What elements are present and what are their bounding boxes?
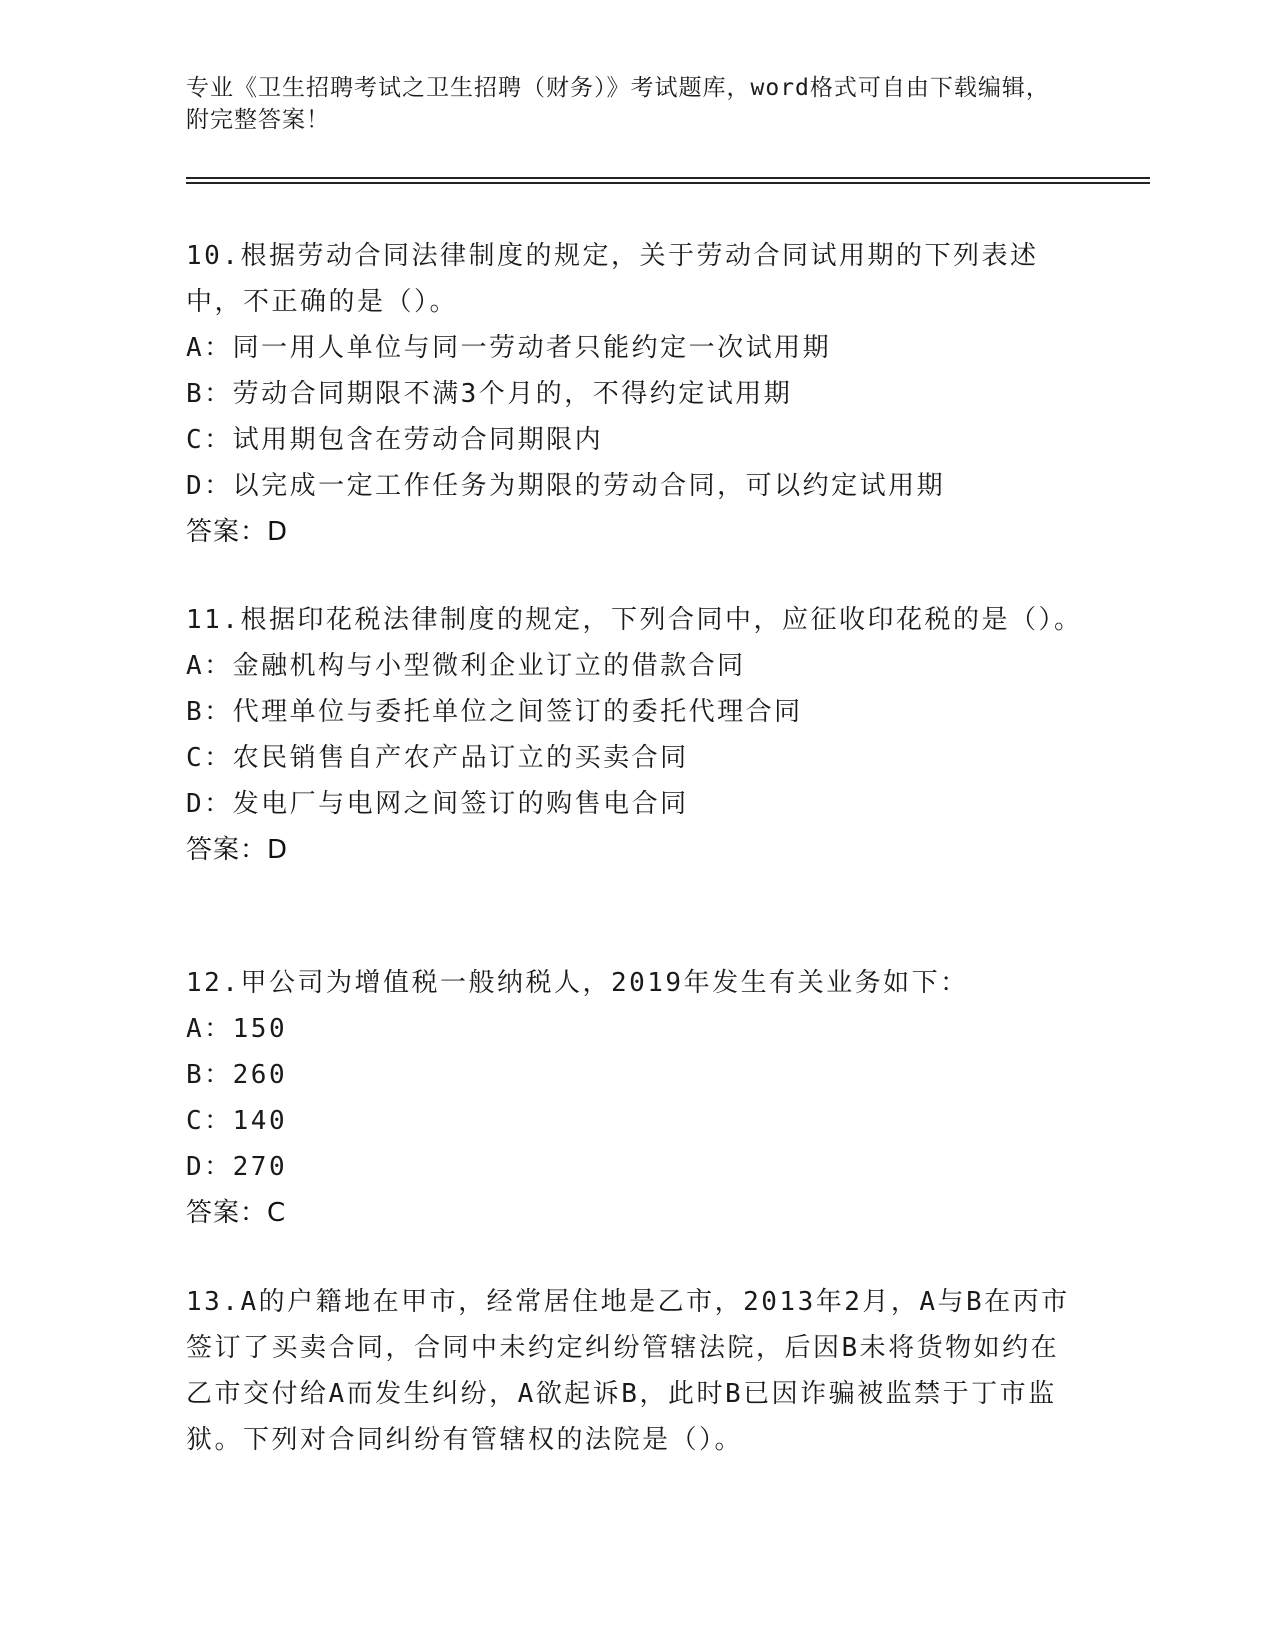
- answer: 答案：D: [186, 517, 289, 547]
- option-b: B：劳动合同期限不满3个月的，不得约定试用期: [186, 379, 793, 409]
- option-a: A：同一用人单位与同一劳动者只能约定一次试用期: [186, 333, 832, 363]
- option-c: C：140: [186, 1106, 288, 1136]
- question-text: 11.根据印花税法律制度的规定，下列合同中，应征收印花税的是（）。: [186, 605, 1083, 635]
- option-b: B：代理单位与委托单位之间签订的委托代理合同: [186, 697, 803, 727]
- option-b: B：260: [186, 1060, 288, 1090]
- header-divider-top: [186, 177, 1150, 179]
- question-10: [186, 233, 1086, 555]
- answer: 答案：C: [186, 1198, 287, 1228]
- header-divider-bottom: [186, 182, 1150, 184]
- option-d: D：发电厂与电网之间签订的购售电合同: [186, 789, 689, 819]
- question-text: 12.甲公司为增值税一般纳税人，2019年发生有关业务如下：: [186, 968, 969, 998]
- question-text: 10.根据劳动合同法律制度的规定，关于劳动合同试用期的下列表述中，不正确的是（）。: [186, 241, 1039, 317]
- question-12: [186, 960, 1086, 1236]
- question-11: [186, 597, 1086, 873]
- question-13: [186, 1279, 1086, 1463]
- option-c: C：试用期包含在劳动合同期限内: [186, 425, 604, 455]
- option-d: D：以完成一定工作任务为期限的劳动合同，可以约定试用期: [186, 471, 946, 501]
- option-a: A：150: [186, 1014, 288, 1044]
- question-text: 13.A的户籍地在甲市，经常居住地是乙市，2013年2月，A与B在丙市签订了买卖合同，合同中未约定纠纷管辖法院，后因B未将货物如约在乙市交付给A而发生纠纷，A欲起诉B，此时B已因诈骗被监禁于丁市监狱。下列对合同纠纷有管辖权的法院是（）。: [186, 1287, 1070, 1455]
- answer: 答案：D: [186, 835, 289, 865]
- option-c: C：农民销售自产农产品订立的买卖合同: [186, 743, 689, 773]
- option-a: A：金融机构与小型微利企业订立的借款合同: [186, 651, 746, 681]
- option-d: D：270: [186, 1152, 288, 1182]
- document-header: 专业《卫生招聘考试之卫生招聘（财务）》考试题库，word格式可自由下载编辑，附完整答案！: [186, 75, 1050, 133]
